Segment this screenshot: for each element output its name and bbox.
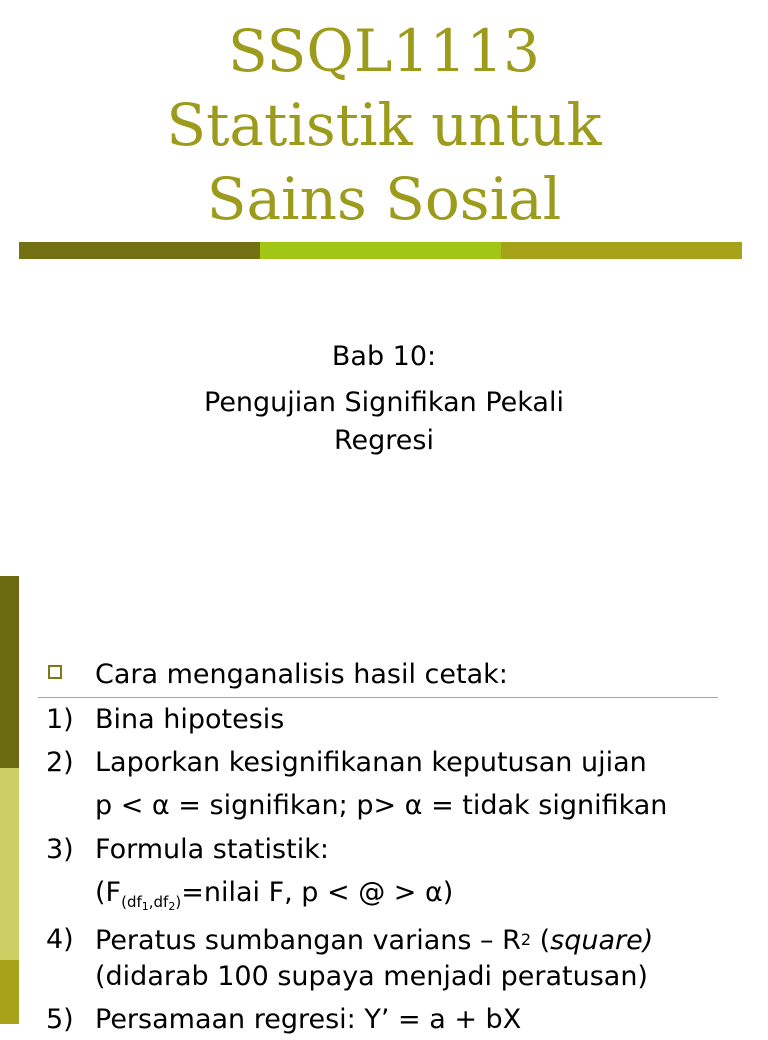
slide-subtitle	[0, 338, 768, 460]
heading-underline	[38, 697, 718, 698]
side-bar-segment-dark	[0, 576, 19, 768]
item-number: 4)	[46, 924, 74, 955]
side-bar-segment-olive	[0, 960, 19, 1024]
item-text: (didarab 100 supaya menjadi peratusan)	[95, 961, 648, 992]
subtitle-line-1: Pengujian Signifikan Pekali	[204, 387, 564, 418]
slide-side-bar	[0, 576, 19, 1024]
stripe-segment-green	[260, 242, 501, 259]
chapter-label: Bab 10:	[331, 341, 437, 372]
title-line-2: Statistik untuk	[166, 91, 602, 159]
item-number: 1)	[46, 704, 74, 735]
item-number: 2)	[46, 747, 74, 778]
formula-open: (F	[95, 877, 122, 908]
formula-subscript: (df1,df2)	[121, 893, 182, 913]
title-line-3: Sains Sosial	[206, 165, 562, 233]
df1-label: df	[126, 893, 142, 911]
item-number: 5)	[46, 1004, 74, 1035]
df2-index: 2	[168, 900, 176, 913]
heading-text: Cara menganalisis hasil cetak:	[95, 659, 508, 690]
item-text: Formula statistik:	[95, 834, 329, 865]
superscript: 2	[520, 930, 532, 949]
item-text-part: (	[531, 925, 551, 956]
slide-title	[0, 14, 768, 236]
stripe-segment-olive	[501, 242, 742, 259]
item-text: p < α = signifikan; p> α = tidak signifikan	[95, 790, 668, 821]
title-line-1: SSQL1113	[227, 17, 541, 85]
title-divider-stripe	[19, 242, 742, 259]
item-text: Laporkan kesignifikanan keputusan ujian	[95, 747, 647, 778]
item-text: Persamaan regresi: Y’ = a + bX	[95, 1004, 522, 1035]
df2-label: df	[153, 893, 169, 911]
df1-index: 1	[141, 900, 149, 913]
subtitle-line-2: Regresi	[334, 425, 434, 456]
item-text: Bina hipotesis	[95, 704, 285, 735]
stripe-segment-dark	[19, 242, 260, 259]
df-separator: ,	[148, 893, 154, 911]
square-bullet-icon	[48, 665, 62, 679]
item-text	[95, 920, 653, 961]
item-number: 3)	[46, 834, 74, 865]
italic-text: square)	[550, 925, 654, 956]
side-bar-segment-light	[0, 768, 19, 960]
formula-rest: =nilai F, p < @ > α)	[181, 877, 454, 908]
item-text-part: Peratus sumbangan varians – R	[95, 925, 521, 956]
formula-text	[95, 873, 453, 927]
